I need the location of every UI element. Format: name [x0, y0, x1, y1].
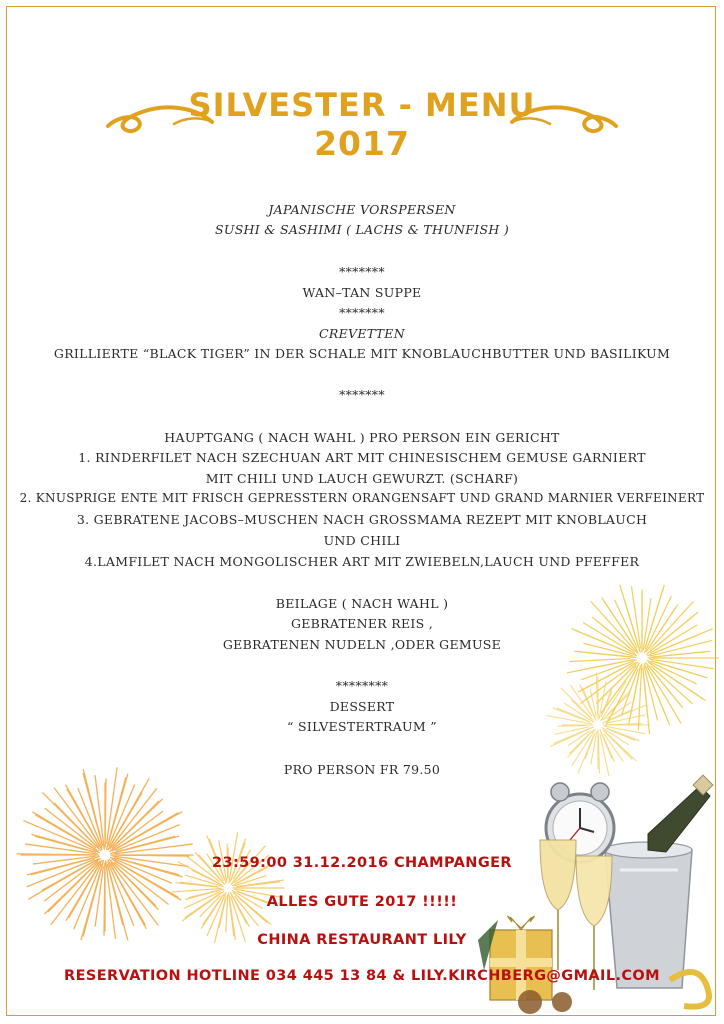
menu-line: WAN–TAN SUPPE [302, 285, 422, 300]
menu-line: MIT CHILI UND LAUCH GEWURZT. (SCHARF) [205, 471, 519, 486]
menu-title: SILVESTER - MENU [188, 86, 536, 124]
menu-line: 4.LAMFILET NACH MONGOLISCHER ART MIT ZWIEBELN,LAUCH UND PFEFFER [84, 554, 640, 569]
menu-line: “ SILVESTERTRAUM ” [287, 719, 437, 734]
menu-line: GRILLIERTE “BLACK TIGER” IN DER SCHALE MIT KNOBLAUCHBUTTER UND BASILIKUM [53, 346, 671, 361]
menu-line: SUSHI & SASHIMI ( LACHS & THUNFISH ) [215, 222, 509, 237]
menu-separator: ******* [339, 387, 385, 402]
menu-line: UND CHILI [323, 533, 401, 548]
menu-separator: ******** [335, 678, 389, 693]
menu-line: 3. GEBRATENE JACOBS–MUSCHEN NACH GROSSMAMA REZEPT MIT KNOBLAUCH [76, 512, 648, 527]
menu-separator: ******* [339, 305, 385, 320]
menu-line: JAPANISCHE VORSPERSEN [268, 202, 456, 217]
menu-separator: ******* [339, 264, 385, 279]
menu-line: HAUPTGANG ( NACH WAHL ) PRO PERSON EIN GERICHT [164, 430, 560, 445]
firework-left-small [168, 828, 288, 948]
menu-price: PRO PERSON FR 79.50 [283, 762, 441, 777]
menu-line: 2. KNUSPRIGE ENTE MIT FRISCH GEPRESSTERN ORANGENSAFT UND GRAND MARNIER VERFEINERT [19, 491, 705, 505]
menu-line: CREVETTEN [319, 326, 405, 341]
footer-reservation: RESERVATION HOTLINE 034 445 13 84 & LILY.KIRCHBERG@GMAIL.COM [64, 968, 660, 984]
menu-line: DESSERT [329, 699, 395, 714]
footer-datetime: 23:59:00 31.12.2016 CHAMPANGER [211, 855, 512, 871]
menu-year: 2017 [314, 124, 410, 163]
menu-line: GEBRATENER REIS , [290, 616, 434, 631]
footer-greeting: ALLES GUTE 2017 !!!!! [266, 894, 458, 910]
menu-line: 1. RINDERFILET NACH SZECHUAN ART MIT CHINESISCHEM GEMUSE GARNIERT [78, 450, 646, 465]
menu-line: GEBRATENEN NUDELN ,ODER GEMUSE [222, 637, 502, 652]
footer-restaurant: CHINA RESTAURANT LILY [257, 932, 467, 948]
menu-line: BEILAGE ( NACH WAHL ) [275, 596, 449, 611]
